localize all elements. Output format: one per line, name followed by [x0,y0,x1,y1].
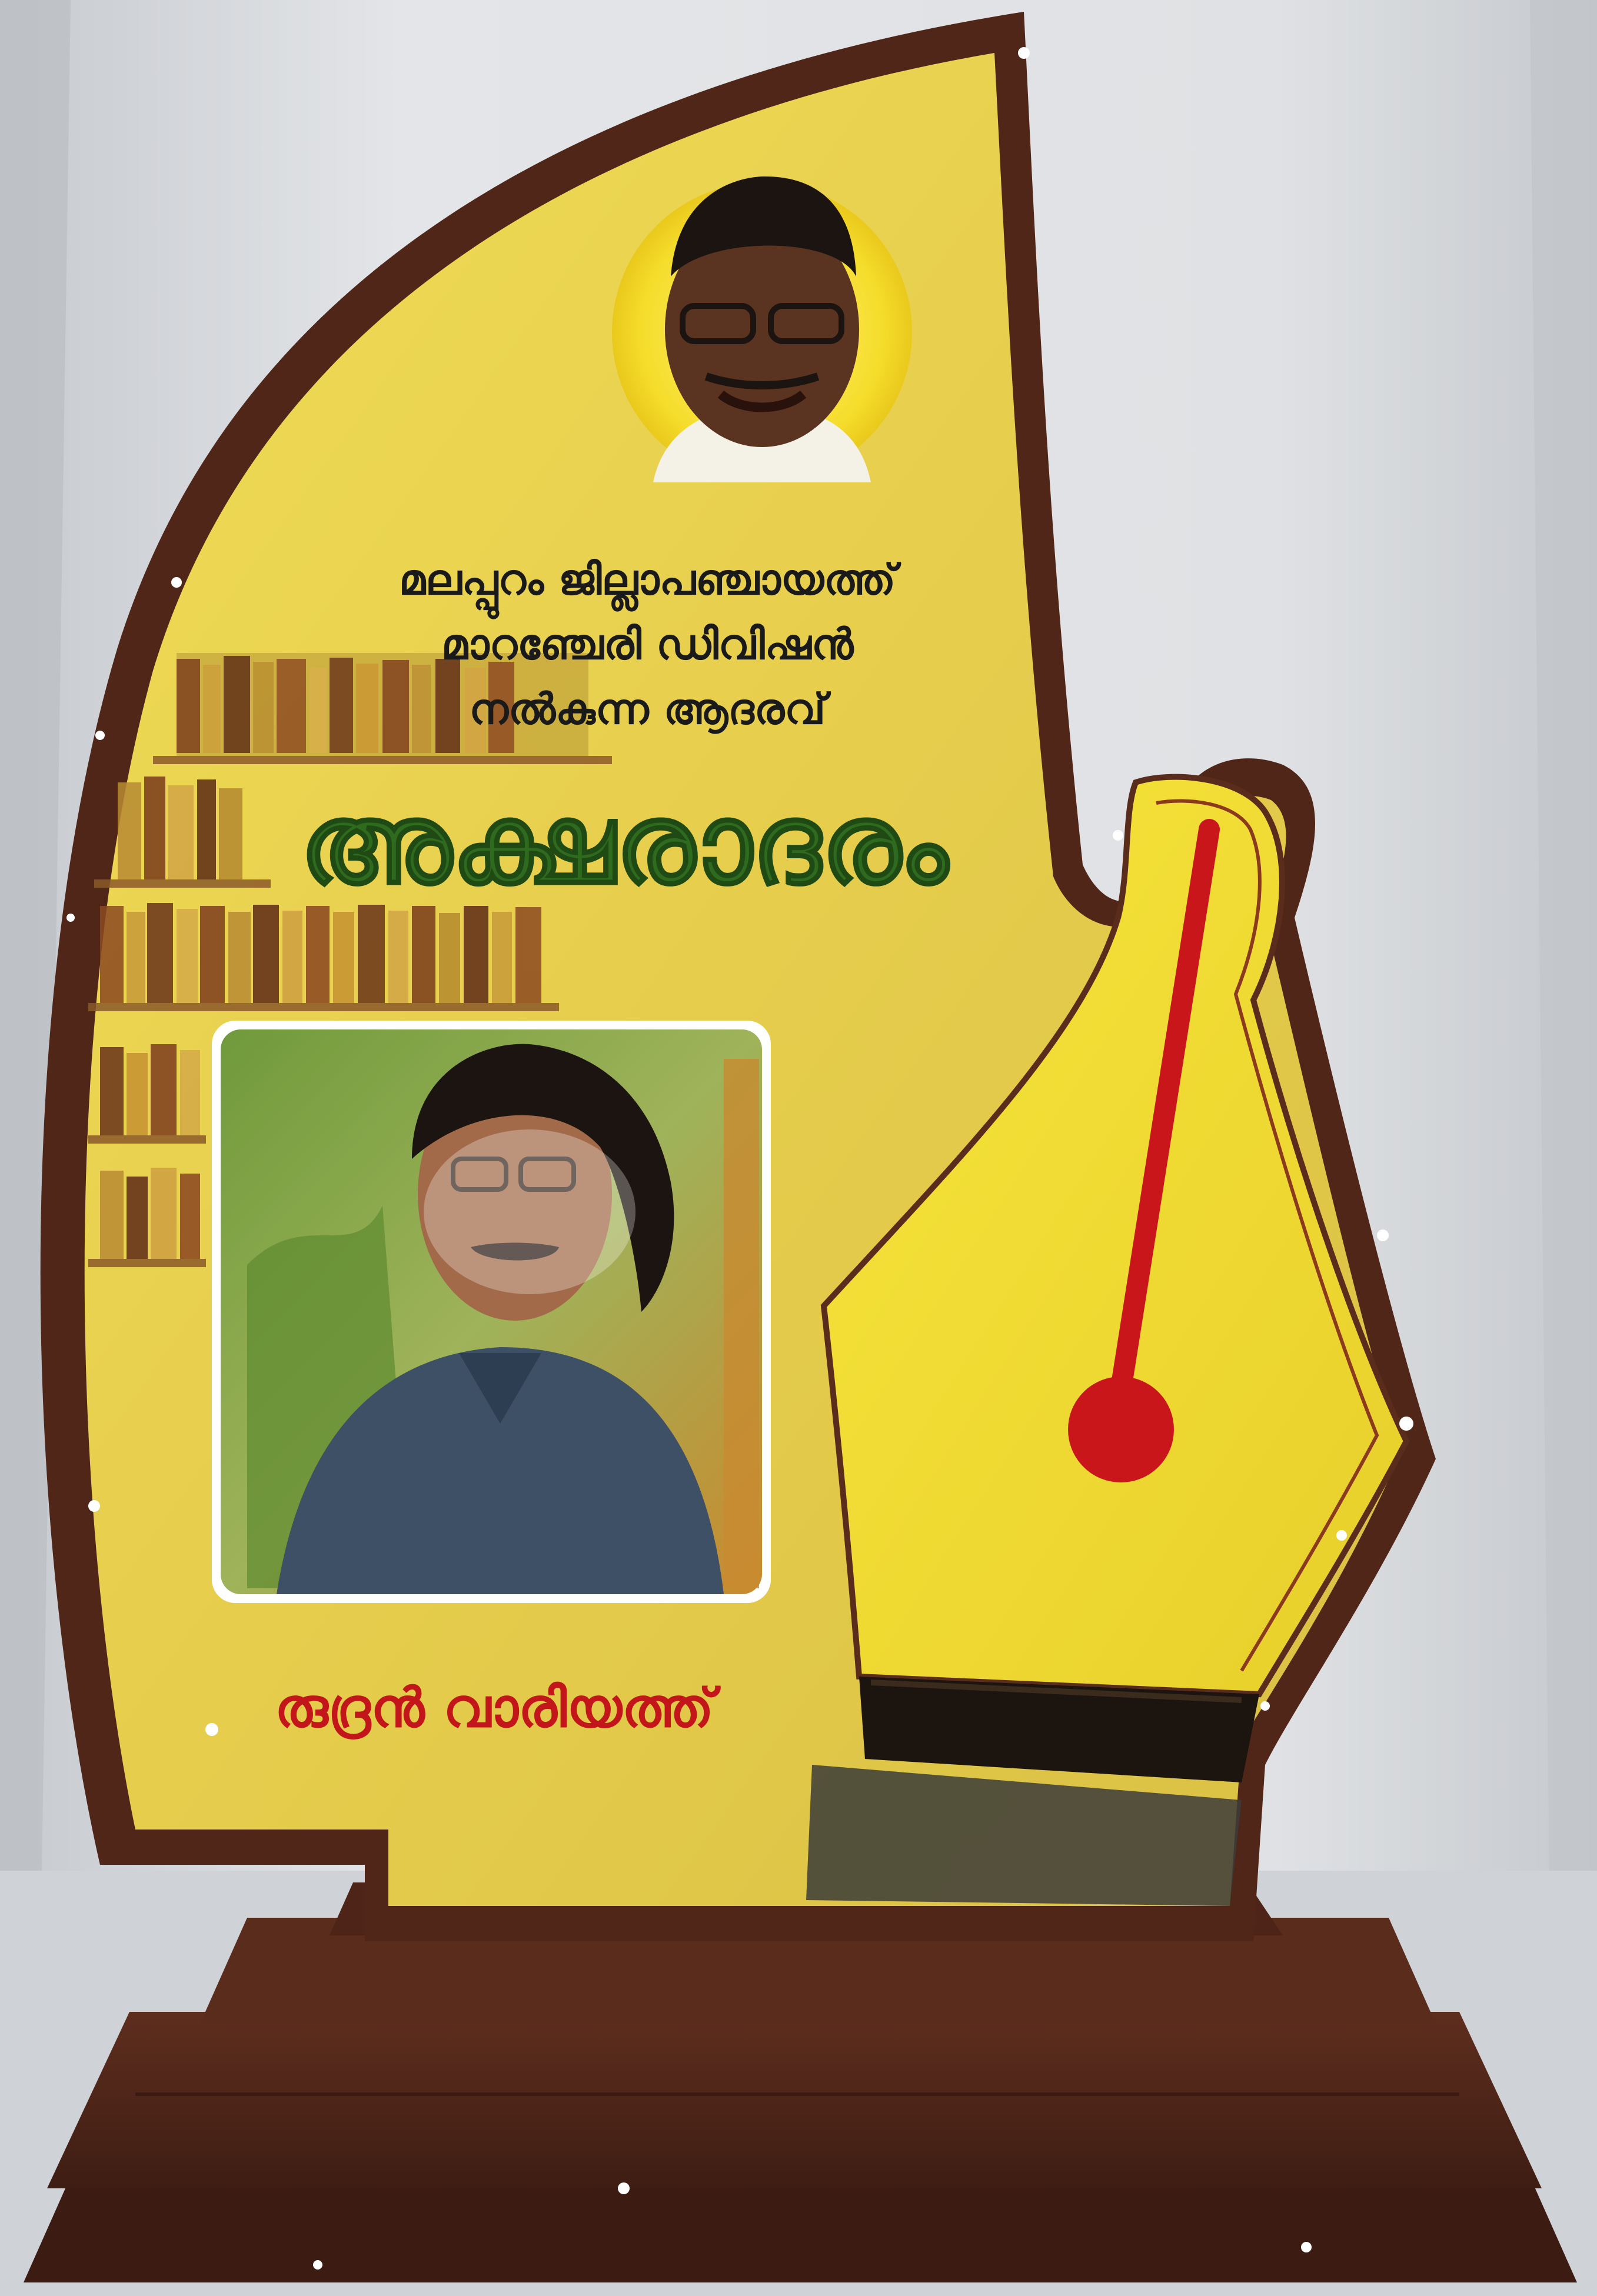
recipient-photo [212,1021,771,1603]
award-title: അക്ഷരാദരം [300,779,948,909]
trophy-base [24,1882,1577,2282]
heading-line-2: മാറഞ്ചേരി ഡിവിഷൻ [441,619,854,669]
heading-line-1: മലപ്പുറം ജില്ലാപഞ്ചായത്ത് [398,555,896,604]
recipient-name: രുദ്രൻ വാരിയത്ത് [275,1677,714,1740]
heading-line-3: നൽകുന്ന ആദരവ് [469,684,826,734]
